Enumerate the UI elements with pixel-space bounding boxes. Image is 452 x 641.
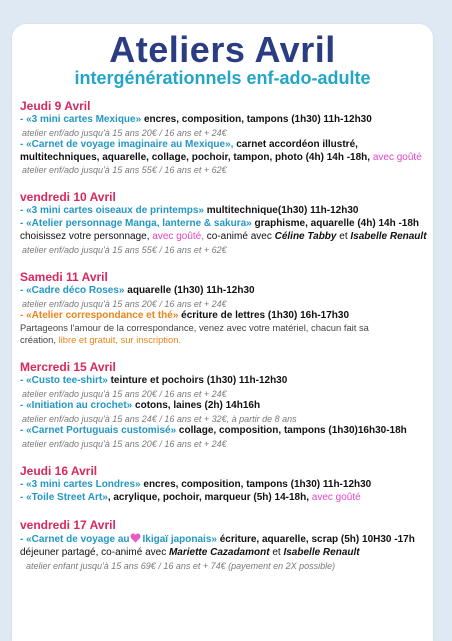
activity-line	[20, 492, 433, 505]
activity-details: , acrylique, pochoir, marqueur (5h) 14-18h,	[107, 491, 309, 503]
and-label: et	[269, 547, 281, 559]
activity-name: - «3 mini cartes Londres»	[20, 478, 141, 490]
day-title: Mercredi 15 Avril	[20, 360, 116, 375]
activity-line	[20, 205, 433, 218]
activity-line	[20, 375, 433, 388]
description-line: Partageons l'amour de la correspondance, venez avec votre matériel, chacun fait sa	[20, 322, 369, 334]
activity-line	[20, 479, 433, 492]
activity-name: - «Carnet de voyage imaginaire au Mexique»,	[20, 138, 234, 150]
activity-details: teinture et pochoirs (1h30) 11h-12h30	[107, 375, 288, 387]
day-section	[20, 464, 433, 505]
activity-details: choisissez votre personnage,	[20, 230, 150, 242]
activity-name: - «3 mini cartes oiseaux de printemps»	[20, 205, 204, 217]
co-host-name: Mariette Cazadamont	[166, 547, 270, 559]
schedule	[12, 89, 433, 572]
co-host-name: Céline Tabby	[271, 230, 337, 242]
activity-line	[20, 285, 433, 298]
flyer-page	[12, 24, 433, 641]
price-line: atelier enf/ado jusqu'à 15 ans 20€ / 16 ans et + 24€	[22, 127, 227, 138]
activity-line-cont	[20, 152, 433, 165]
co-host-name: Isabelle Renault	[280, 547, 360, 559]
activity-details: encres, composition, tampons (1h30) 11h-12h30	[140, 478, 372, 490]
price-line: atelier enf/ado jusqu'à 15 ans 20€ / 16 ans et + 24€	[22, 298, 227, 309]
activity-name: Ikigaï japonais»	[142, 534, 217, 546]
day-title: vendredi 17 Avril	[20, 518, 116, 533]
page-subtitle: intergénérationnels enf-ado-adulte	[74, 68, 371, 88]
activity-line	[20, 533, 433, 547]
day-title: Jeudi 16 Avril	[20, 463, 98, 478]
activity-name: - «Atelier personnage Manga, lanterne & sakura»	[20, 218, 252, 230]
activity-details: carnet accordéon illustré,	[233, 138, 358, 150]
price-line: atelier enf/ado jusqu'à 15 ans 24€ / 16 ans et + 32€, à partir de 8 ans	[22, 413, 297, 424]
activity-details: graphisme, aquarelle (4h) 14h -18h	[251, 218, 420, 230]
snack-note: avec goûté	[308, 491, 361, 503]
price-line: atelier enf/ado jusqu'à 15 ans 20€ / 16 ans et + 24€	[22, 389, 227, 400]
activity-line	[20, 400, 433, 413]
activity-line-cont	[20, 547, 433, 560]
day-section	[20, 190, 433, 255]
day-section	[20, 518, 433, 572]
co-host-label: co-animé avec	[204, 230, 272, 242]
activity-details: écriture de lettres (1h30) 16h-17h30	[178, 309, 350, 321]
activity-line	[20, 310, 433, 323]
activity-details: déjeuner partagé, co-animé avec	[20, 547, 167, 559]
day-section	[20, 99, 433, 176]
activity-line	[20, 114, 433, 127]
activity-details: encres, composition, tampons (1h30) 11h-12h30	[141, 114, 372, 125]
day-section	[20, 270, 433, 347]
price-line: atelier enf/ado jusqu'à 15 ans 55€ / 16 ans et + 62€	[22, 165, 227, 176]
page-title: Ateliers Avril	[109, 29, 336, 70]
activity-name: - «Carnet Portuguais customisé»	[20, 424, 177, 436]
activity-name: - «3 mini cartes Mexique»	[20, 114, 142, 125]
and-label: et	[336, 230, 348, 242]
activity-line	[20, 139, 433, 152]
co-host-name: Isabelle Renault	[347, 230, 427, 242]
activity-name: - «Carnet de voyage au	[20, 534, 130, 546]
price-line: atelier enf/ado jusqu'à 15 ans 55€ / 16 ans et + 62€	[22, 244, 227, 255]
day-title: vendredi 10 Avril	[20, 190, 116, 205]
heart-icon	[130, 533, 141, 543]
day-title: Jeudi 9 Avril	[20, 99, 91, 113]
activity-details: multitechniques, aquarelle, collage, pochoir, tampon, photo (4h) 14h -18h,	[20, 151, 371, 163]
day-title: Samedi 11 Avril	[20, 269, 108, 284]
activity-line	[20, 218, 433, 231]
description-line	[20, 334, 433, 346]
activity-details: écriture, aquarelle, scrap (5h) 10H30 -17h	[216, 534, 415, 546]
activity-name: - «Custo tee-shirt»	[20, 375, 108, 387]
free-note: libre et gratuit, sur inscription.	[55, 334, 182, 346]
activity-details: aquarelle (1h30) 11h-12h30	[124, 284, 255, 296]
activity-name: - «Atelier correspondance et thé»	[20, 309, 179, 321]
activity-details: collage, composition, tampons (1h30)16h30-18h	[176, 424, 407, 436]
activity-details: cotons, laines (2h) 14h16h	[132, 400, 261, 412]
snack-note: avec goûté	[370, 151, 422, 163]
activity-name: - «Cadre déco Roses»	[20, 284, 125, 296]
description-text: création,	[20, 334, 56, 346]
price-line: atelier enfant jusqu'à 15 ans 69€ / 16 ans et + 74€ (payement en 2X possible)	[26, 560, 336, 571]
activity-details: multitechnique(1h30) 11h-12h30	[203, 205, 359, 217]
snack-note: avec goûté,	[149, 230, 205, 242]
activity-name: - «Initiation au crochet»	[20, 400, 133, 412]
activity-name: - «Toile Street Art»	[20, 491, 108, 503]
price-line: atelier enf/ado jusqu'à 15 ans 20€ / 16 ans et + 24€	[22, 438, 227, 449]
activity-line	[20, 425, 433, 438]
activity-line-cont	[20, 231, 433, 244]
day-section	[20, 360, 433, 449]
